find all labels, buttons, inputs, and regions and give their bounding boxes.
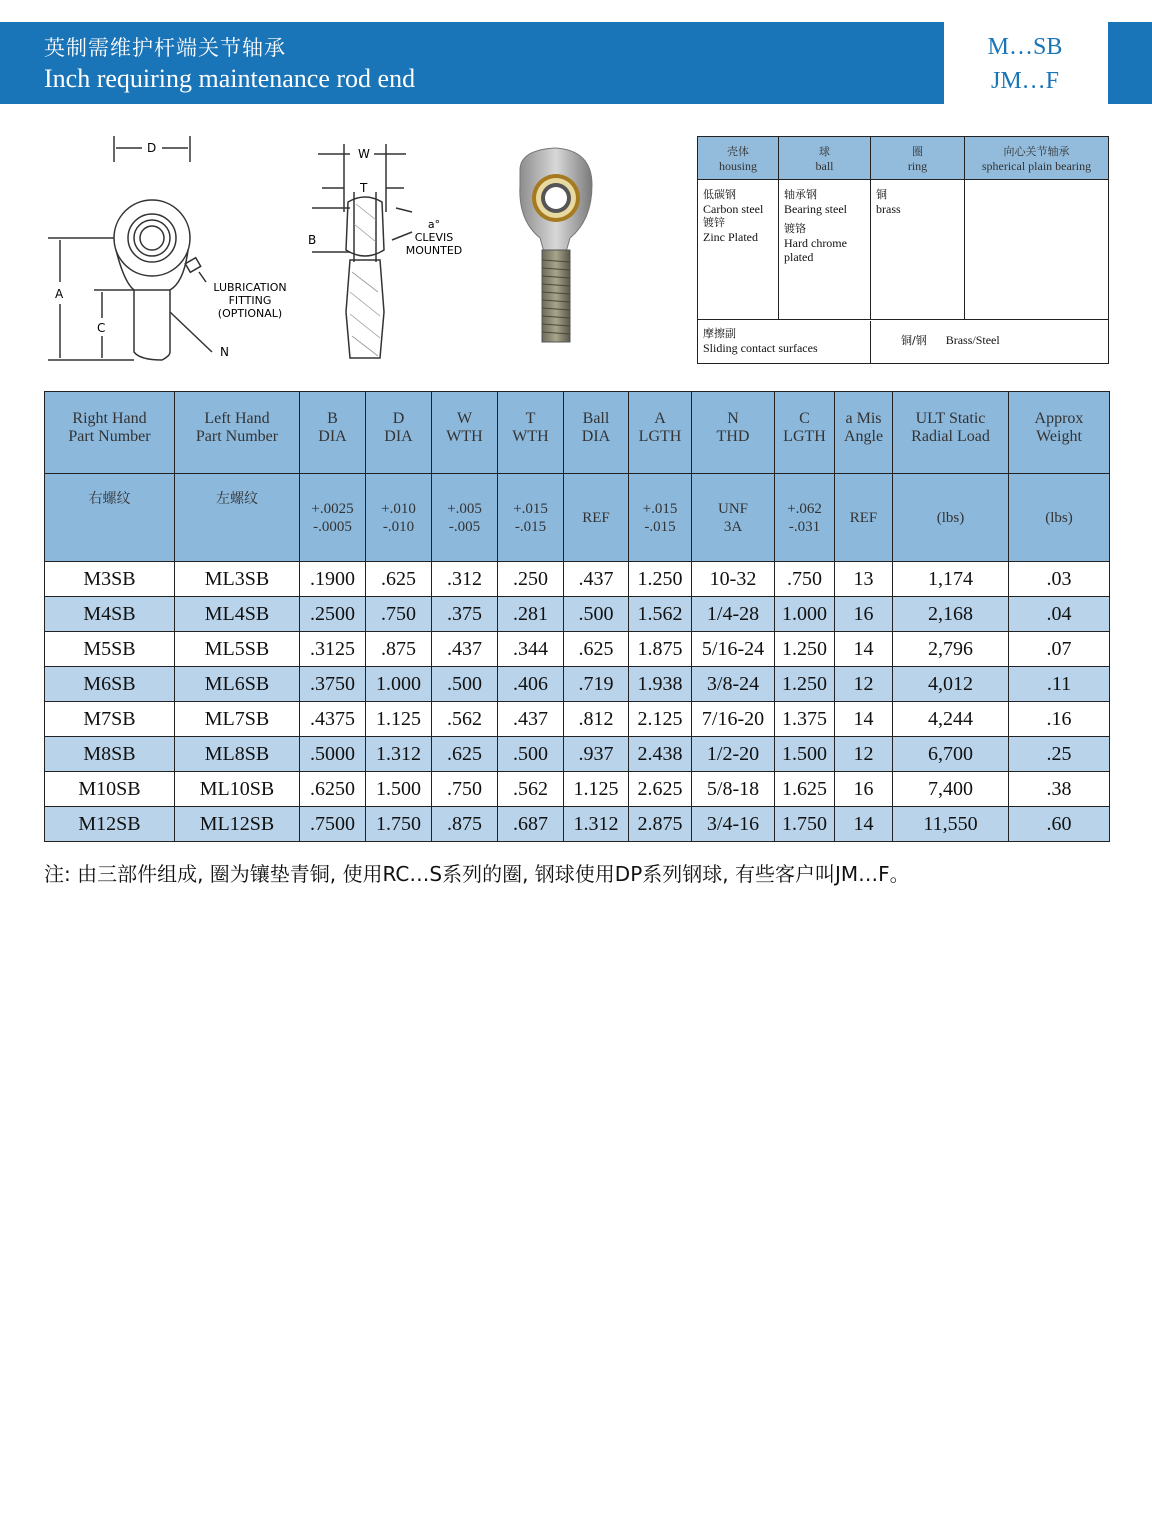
- label-t: T: [360, 181, 368, 195]
- table-cell: ML5SB: [175, 632, 300, 667]
- label-a: A: [55, 287, 64, 301]
- lubrication-label-1: LUBRICATION: [213, 281, 287, 294]
- table-cell: 3/8-24: [692, 667, 775, 702]
- corner-bar: [1108, 22, 1152, 104]
- table-cell: .07: [1009, 632, 1110, 667]
- table-cell: .16: [1009, 702, 1110, 737]
- side-view-drawing: [300, 132, 480, 372]
- table-cell: M12SB: [45, 807, 175, 842]
- col-header: Approx Weight: [1009, 392, 1110, 474]
- table-row: [45, 632, 1110, 667]
- col-header: W WTH: [432, 392, 498, 474]
- table-cell: .750: [775, 562, 835, 597]
- col-header: ULT Static Radial Load: [893, 392, 1009, 474]
- series-code-jmf: JM…F: [990, 68, 1060, 94]
- table-cell: M4SB: [45, 597, 175, 632]
- table-cell: .875: [366, 632, 432, 667]
- table-cell: M7SB: [45, 702, 175, 737]
- front-view-drawing: [44, 132, 304, 372]
- table-cell: 1.375: [775, 702, 835, 737]
- table-cell: 1/2-20: [692, 737, 775, 772]
- table-cell: .875: [432, 807, 498, 842]
- table-cell: .625: [366, 562, 432, 597]
- col-header: T WTH: [498, 392, 564, 474]
- table-cell: ML10SB: [175, 772, 300, 807]
- title-zh: 英制需维护杆端关节轴承: [44, 36, 286, 60]
- tolerance-cell: REF: [564, 474, 629, 562]
- table-cell: M5SB: [45, 632, 175, 667]
- table-cell: .4375: [300, 702, 366, 737]
- title-en: Inch requiring maintenance rod end: [44, 64, 416, 93]
- table-cell: 10-32: [692, 562, 775, 597]
- mat-header-bearing: 向心关节轴承 spherical plain bearing: [965, 137, 1108, 180]
- table-cell: .750: [432, 772, 498, 807]
- table-cell: 13: [835, 562, 893, 597]
- col-header: Left Hand Part Number: [175, 392, 300, 474]
- mat-ball: 轴承钢 Bearing steel 镀铬 Hard chrome plated: [779, 180, 871, 320]
- mat-housing: 低碳钢 Carbon steel 镀锌 Zinc Plated: [698, 180, 779, 320]
- table-cell: 1.625: [775, 772, 835, 807]
- table-cell: .5000: [300, 737, 366, 772]
- table-row: [45, 772, 1110, 807]
- tolerance-cell: +.010 -.010: [366, 474, 432, 562]
- table-cell: .562: [498, 772, 564, 807]
- col-header: A LGTH: [629, 392, 692, 474]
- clevis-label-1: a°: [427, 218, 441, 231]
- table-cell: M6SB: [45, 667, 175, 702]
- col-header: B DIA: [300, 392, 366, 474]
- table-cell: 1.312: [366, 737, 432, 772]
- table-cell: 3/4-16: [692, 807, 775, 842]
- table-cell: 1.750: [775, 807, 835, 842]
- label-d: D: [147, 141, 157, 155]
- table-cell: 16: [835, 772, 893, 807]
- spec-table: [44, 391, 1110, 842]
- table-cell: .406: [498, 667, 564, 702]
- table-cell: .6250: [300, 772, 366, 807]
- table-cell: 2.438: [629, 737, 692, 772]
- mat-ring: 铜 brass: [871, 180, 965, 320]
- tolerance-cell: 左螺纹: [175, 474, 300, 562]
- table-row: [45, 597, 1110, 632]
- table-cell: 1.312: [564, 807, 629, 842]
- table-cell: 5/8-18: [692, 772, 775, 807]
- title-banner: [0, 22, 944, 104]
- tolerance-cell: REF: [835, 474, 893, 562]
- table-cell: 16: [835, 597, 893, 632]
- footnote: 注: 由三部件组成, 圈为镶垫青铜, 使用RC…S系列的圈, 钢球使用DP系列钢球, 有些客户叫JM…F。: [44, 862, 910, 886]
- table-cell: .312: [432, 562, 498, 597]
- table-cell: .500: [564, 597, 629, 632]
- table-row: [45, 807, 1110, 842]
- series-code-msb: M…SB: [987, 34, 1063, 60]
- table-cell: .750: [366, 597, 432, 632]
- rod-end-photo: [500, 140, 610, 355]
- col-header: C LGTH: [775, 392, 835, 474]
- table-cell: 1.250: [775, 667, 835, 702]
- table-cell: 1/4-28: [692, 597, 775, 632]
- table-cell: 5/16-24: [692, 632, 775, 667]
- tolerance-cell: (lbs): [893, 474, 1009, 562]
- table-cell: 4,012: [893, 667, 1009, 702]
- tolerance-cell: (lbs): [1009, 474, 1110, 562]
- table-cell: .11: [1009, 667, 1110, 702]
- table-cell: M3SB: [45, 562, 175, 597]
- table-cell: 1.875: [629, 632, 692, 667]
- table-cell: ML8SB: [175, 737, 300, 772]
- label-n: N: [220, 345, 229, 359]
- label-c: C: [97, 321, 106, 335]
- table-cell: 1.938: [629, 667, 692, 702]
- table-cell: 11,550: [893, 807, 1009, 842]
- table-cell: .2500: [300, 597, 366, 632]
- table-cell: 1,174: [893, 562, 1009, 597]
- table-cell: .687: [498, 807, 564, 842]
- table-cell: ML12SB: [175, 807, 300, 842]
- tolerance-cell: +.0025 -.0005: [300, 474, 366, 562]
- table-cell: 1.500: [366, 772, 432, 807]
- table-cell: 7/16-20: [692, 702, 775, 737]
- materials-table: [697, 136, 1109, 364]
- table-cell: 12: [835, 737, 893, 772]
- clevis-label-3: MOUNTED: [405, 244, 463, 257]
- label-w: W: [358, 147, 370, 161]
- tolerance-cell: +.062 -.031: [775, 474, 835, 562]
- table-cell: .38: [1009, 772, 1110, 807]
- table-cell: 14: [835, 632, 893, 667]
- table-cell: .250: [498, 562, 564, 597]
- table-cell: 2,168: [893, 597, 1009, 632]
- lubrication-label-2: FITTING: [228, 294, 272, 307]
- lubrication-label-3: (OPTIONAL): [217, 307, 283, 320]
- table-cell: 1.250: [629, 562, 692, 597]
- table-cell: 2.125: [629, 702, 692, 737]
- table-cell: .1900: [300, 562, 366, 597]
- table-cell: .500: [498, 737, 564, 772]
- tolerance-cell: +.005 -.005: [432, 474, 498, 562]
- table-cell: 6,700: [893, 737, 1009, 772]
- table-cell: ML4SB: [175, 597, 300, 632]
- table-cell: .03: [1009, 562, 1110, 597]
- col-header: a Mis Angle: [835, 392, 893, 474]
- table-cell: .562: [432, 702, 498, 737]
- table-cell: .04: [1009, 597, 1110, 632]
- table-cell: .3750: [300, 667, 366, 702]
- table-cell: 2.875: [629, 807, 692, 842]
- table-cell: .937: [564, 737, 629, 772]
- mat-sliding-value: 铜/钢 Brass/Steel: [901, 333, 1000, 347]
- table-cell: .281: [498, 597, 564, 632]
- table-cell: .375: [432, 597, 498, 632]
- table-cell: .437: [432, 632, 498, 667]
- table-row: [45, 737, 1110, 772]
- table-cell: ML6SB: [175, 667, 300, 702]
- table-cell: .3125: [300, 632, 366, 667]
- tolerance-cell: +.015 -.015: [498, 474, 564, 562]
- tolerance-cell: +.015 -.015: [629, 474, 692, 562]
- table-cell: 1.125: [564, 772, 629, 807]
- tolerance-cell: UNF 3A: [692, 474, 775, 562]
- table-cell: 14: [835, 702, 893, 737]
- table-cell: M10SB: [45, 772, 175, 807]
- table-cell: ML7SB: [175, 702, 300, 737]
- table-cell: 7,400: [893, 772, 1009, 807]
- table-cell: 1.250: [775, 632, 835, 667]
- mat-header-ring: 圈 ring: [871, 137, 965, 180]
- table-cell: .812: [564, 702, 629, 737]
- table-cell: .344: [498, 632, 564, 667]
- table-cell: 1.000: [366, 667, 432, 702]
- table-row: [45, 667, 1110, 702]
- table-row: [45, 562, 1110, 597]
- table-cell: ML3SB: [175, 562, 300, 597]
- col-header: Ball DIA: [564, 392, 629, 474]
- table-cell: .25: [1009, 737, 1110, 772]
- mat-header-housing: 壳体 housing: [698, 137, 779, 180]
- mat-sliding-label: 摩擦副 Sliding contact surfaces: [698, 321, 871, 363]
- mat-header-ball: 球 ball: [779, 137, 871, 180]
- series-codes: [960, 30, 1090, 98]
- table-cell: 2,796: [893, 632, 1009, 667]
- col-header: D DIA: [366, 392, 432, 474]
- table-cell: 4,244: [893, 702, 1009, 737]
- table-cell: .437: [564, 562, 629, 597]
- clevis-label-2: CLEVIS: [414, 231, 454, 244]
- table-cell: 12: [835, 667, 893, 702]
- table-cell: 1.125: [366, 702, 432, 737]
- table-row: [45, 702, 1110, 737]
- tolerance-cell: 右螺纹: [45, 474, 175, 562]
- table-cell: M8SB: [45, 737, 175, 772]
- table-cell: .500: [432, 667, 498, 702]
- table-cell: .625: [564, 632, 629, 667]
- col-header: Right Hand Part Number: [45, 392, 175, 474]
- label-b: B: [308, 233, 317, 247]
- table-cell: .625: [432, 737, 498, 772]
- table-cell: 2.625: [629, 772, 692, 807]
- table-cell: 1.000: [775, 597, 835, 632]
- table-cell: 1.500: [775, 737, 835, 772]
- table-cell: .719: [564, 667, 629, 702]
- table-cell: 1.750: [366, 807, 432, 842]
- table-cell: .437: [498, 702, 564, 737]
- table-cell: .7500: [300, 807, 366, 842]
- table-cell: 1.562: [629, 597, 692, 632]
- table-cell: 14: [835, 807, 893, 842]
- col-header: N THD: [692, 392, 775, 474]
- table-cell: .60: [1009, 807, 1110, 842]
